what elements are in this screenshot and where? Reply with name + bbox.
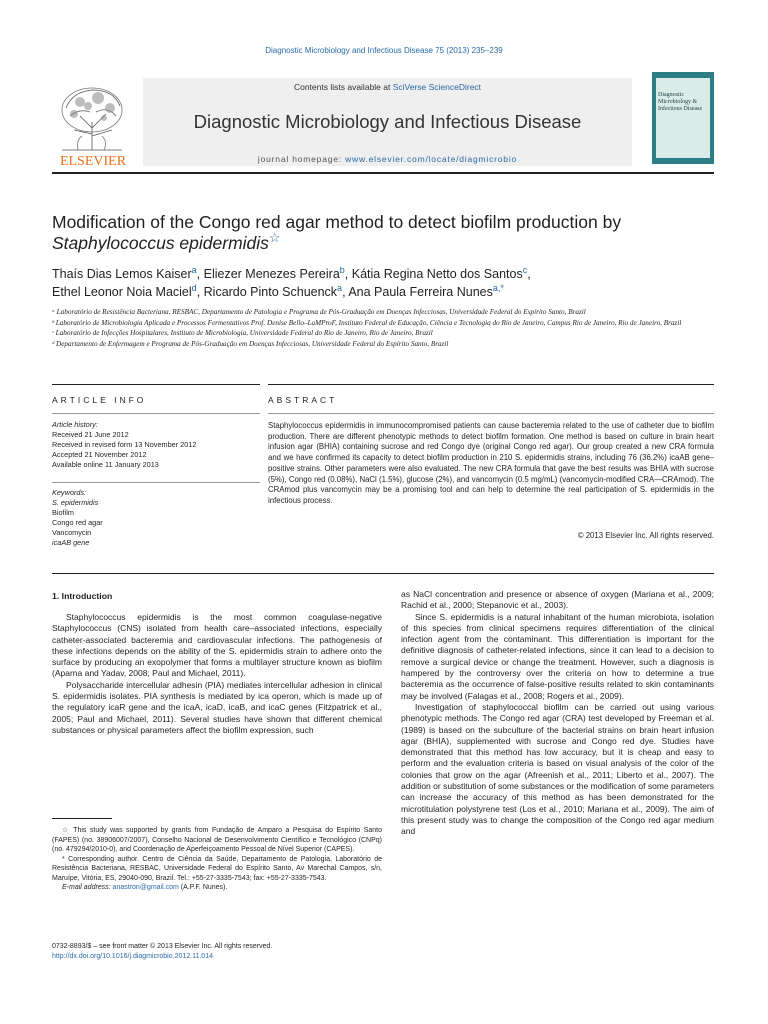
author-name: Thaís Dias Lemos Kaiser: [52, 267, 192, 281]
journal-cover-text: Diagnostic Microbiology & Infectious Disease: [656, 78, 710, 158]
history-item: Available online 11 January 2013: [52, 460, 159, 469]
footnotes: [52, 826, 382, 893]
article-history: [52, 420, 260, 470]
body-paragraph: as NaCl concentration and presence or absence of oxygen (Mariana et al., 2009; Rachid et al., 2000; Stepanovic et al., 2003).: [401, 589, 714, 611]
keyword-item: Congo red agar: [52, 518, 103, 527]
contents-prefix: Contents lists available at: [293, 82, 393, 92]
running-head[interactable]: Diagnostic Microbiology and Infectious Disease 75 (2013) 235–239: [265, 46, 503, 55]
title-line-2: Staphylococcus epidermidis: [52, 233, 269, 253]
email-link[interactable]: anastron@gmail.com: [112, 884, 179, 891]
author-name: Ethel Leonor Noia Maciel: [52, 285, 192, 299]
section-heading-introduction: 1. Introduction: [52, 591, 113, 601]
keywords-label: Keywords:: [52, 488, 87, 497]
journal-homepage: [143, 154, 632, 164]
issn-line: 0732-8893/$ – see front matter © 2013 Elsevier Inc. All rights reserved.: [52, 943, 273, 950]
doi-link[interactable]: http://dx.doi.org/10.1016/j.diagmicrobio.2012.11.014: [52, 953, 213, 960]
body-paragraph: Staphylococcus epidermidis is the most common coagulase-negative Staphylococcus (CNS) isolated from health care–associated infections, especially catheter-associated bacteremia and cardiovascular infections. The pathogenesis of these infections depends on the ability of the S. epidermidis strain to adhere onto the surface by producing an exopolymer that forms a multilayer structure known as biofilm (Aparna and Yadav, 2008; Paul and Michael, 2011).: [52, 612, 382, 679]
body-right-column: [401, 589, 714, 838]
author-affil-link[interactable]: b: [339, 264, 345, 275]
author-affil-link[interactable]: c: [522, 264, 528, 275]
article-title: [52, 212, 714, 254]
history-item: Accepted 21 November 2012: [52, 450, 147, 459]
abstract-bottom-rule: [52, 573, 714, 574]
elsevier-tree-icon: [52, 78, 134, 168]
history-keywords-rule: [52, 482, 260, 483]
abstract-top-rule: [268, 384, 714, 385]
article-info-top-rule: [52, 384, 260, 385]
affiliations: [52, 307, 714, 349]
history-label: Article history:: [52, 420, 98, 429]
history-item: Received 21 June 2012: [52, 430, 129, 439]
article-info-heading: ARTICLE INFO: [52, 395, 147, 405]
journal-title: Diagnostic Microbiology and Infectious Disease: [193, 111, 582, 132]
abstract-copyright: © 2013 Elsevier Inc. All rights reserved.: [577, 531, 714, 540]
funding-footnote: ☆ This study was supported by grants from Fundação de Amparo a Pesquisa do Espírito Santo (FAPES) (no. 38906007/2007), Conselho Nacional de Desenvolvimento Científico e Tecnológico (CNPq) (no. 479294/2010-0), and Coordenação de Aperfeiçoamento Pessoal de Nível Superior (CAPES).: [52, 827, 382, 853]
affiliation-a: ᵃ Laboratório de Resistência Bacteriana, RESBAC, Departamento de Patologia e Programa de Pós-Graduação em Doenças Infecciosas, Universidade Federal do Espírito Santo, Brazil: [52, 308, 586, 316]
author-affil-link[interactable]: a,*: [492, 282, 504, 293]
author-affil-link[interactable]: d: [191, 282, 197, 293]
front-matter: [52, 942, 382, 962]
keyword-item: icaAB gene: [52, 538, 90, 547]
author-name: Eliezer Menezes Pereira: [203, 267, 340, 281]
author-affil-link[interactable]: a: [191, 264, 197, 275]
journal-cover-image: [652, 72, 714, 164]
keywords: [52, 488, 260, 548]
author-name: Ana Paula Ferreira Nunes: [348, 285, 493, 299]
affiliation-d: ᵈ Departamento de Enfermagem e Programa de Pós-Graduação em Doenças Infecciosas, Universidade Federal do Espírito Santo, Brazil: [52, 339, 449, 348]
body-left-column: [52, 612, 382, 736]
abstract-text: Staphylococcus epidermidis in immunocompromised patients can cause bacteremia related to the use of catheter due to biofilm production. There are different phenotypic methods to detect biofilm formation. One method is based on culture in brain heart infusion agar (BHIA) containing sucrose and red Congo dye (original Congo red agar). Our group created a new CRA formula and we have confirmed its capacity to detect biofilm production in 210 S. epidermidis strains, including 76 (36.2%) icaAB gene–positive strains. Other parameters were also evaluated. The new CRA formula that gave the best results was BHIA with sucrose (5%), Congo red (0.08%), NaCl (1.5%), glucose (2%), and vancomycin (0.5 mg/mL) (vancomycin-modified CRA—CRAmod). The CRAmod plus vancomycin may be a promising tool and can help to determine the real participation of S. epidermidis in the infectious process.: [268, 421, 714, 505]
elsevier-logo: [52, 78, 134, 168]
body-paragraph: Investigation of staphylococcal biofilm can be carried out using various phenotypic methods. The Congo red agar (CRA) test developed by Freeman et al. (1989) is based on the subculture of the bacterial strains on brain heart infusion agar (BHIA), supplemented with sucrose and Congo red dye. Studies have demonstrated that this method has low accuracy, but it is cheap and easy to perform and the evaluation criteria is based on visual analysis of the color of the colonies that grow on the agar (Afreenish et al., 2011; Liberto et al., 2007). The addition or substitution of some substances or the modification of some parameters can increase the accuracy of this method as has been demonstrated for the microtitulation polystyrene test (Los et al., 2010; Mariana et al., 2009). The aim of this present study was to change the composition of the Congo red agar medium and: [401, 701, 714, 837]
keyword-item: Biofilm: [52, 508, 74, 517]
email-footnote: E-mail address: anastron@gmail.com (A.P.F. Nunes).: [62, 884, 228, 891]
keyword-item: Vancomycin: [52, 528, 92, 537]
contents-line: [143, 82, 632, 92]
sciencedirect-link[interactable]: SciVerse ScienceDirect: [392, 82, 482, 92]
title-line-1: Modification of the Congo red agar method to detect biofilm production by: [52, 212, 622, 232]
header-divider: [52, 172, 714, 174]
author-affil-link[interactable]: a: [337, 282, 343, 293]
footnote-rule: [52, 818, 112, 819]
body-paragraph: Since S. epidermidis is a natural inhabitant of the human microbiota, isolation of this species from clinical specimens requires differentiation of the clinical infection agent from the contaminant. This differentiation is important for the definitive diagnosis of catheter-related infections, since it can lead to a decision to remove a surgical device or change the treatment. However, such a diagnosis is hampered by the controversy over the criteria on how to determine a true bacteremia as the occurrence of false-positive results related to skin contaminants may be involved (Falagas et al., 2008; Rogers et al., 2009).: [401, 611, 714, 701]
author-name: Kátia Regina Netto dos Santos: [351, 267, 523, 281]
affiliation-b: ᵇ Laboratório de Microbiologia Aplicada e Processos Fermentativos Prof. Denise Bello–LaMProF, Instituto Federal de Educação, Ciência e Tecnologia do Rio de Janeiro, Campus Rio de Janeiro, Rio de Janeiro, Brazil: [52, 318, 682, 327]
elsevier-wordmark: ELSEVIER: [59, 154, 127, 168]
keyword-item: S. epidermidis: [52, 498, 99, 507]
body-paragraph: Polysaccharide intercellular adhesin (PIA) mediates intercellular adhesion in clinical S. epidermidis isolates. PIA synthesis is mediated by ica operon, which is made up of the regulatory icaR gene and the icaA, icaD, icaB, and icaC genes (Fitzpatrick et al., 2005; Paul and Michael, 2011). Several studies have shown that different chemical substances or physical parameters affect the biofilm expression, such: [52, 679, 382, 735]
abstract-heading: ABSTRACT: [268, 395, 338, 405]
article-info-rule: [52, 413, 260, 414]
author-list: Thaís Dias Lemos Kaiser$^a$, Eliezer Menezes Pereira$^b$, Kátia Regina Netto dos Santos$^c$, Ethel Leonor Noia Maciel$^d$, Ricardo Pinto Schuenck$^a$, Ana Paula Ferreira Nunes$^{a,*}$: [52, 264, 531, 299]
affiliation-c: ᶜ Laboratório de Infecções Hospitalares, Instituto de Microbiologia, Universidade Federal do Rio de Janeiro, Rio de Janeiro, Brazil: [52, 329, 433, 337]
title-footnote-star[interactable]: ☆: [268, 230, 281, 246]
corresponding-author-footnote: * Corresponding author. Centro de Ciência da Saúde, Departamento de Patologia, Laboratório de Resistência Bacteriana, RESBAC, Universidade Federal do Espírito Santo, Av Marechal Campos, s/n, Maruípe, Vitória, ES, 29040-090, Brazil. Tel.: +55-27-3335-7543; fax: +55-27-3335-7543.: [52, 855, 382, 882]
homepage-prefix: journal homepage:: [257, 154, 346, 164]
homepage-link[interactable]: www.elsevier.com/locate/diagmicrobio: [345, 154, 518, 164]
history-item: Received in revised form 13 November 2012: [52, 440, 197, 449]
author-name: Ricardo Pinto Schuenck: [203, 285, 338, 299]
abstract-rule: [268, 413, 714, 414]
